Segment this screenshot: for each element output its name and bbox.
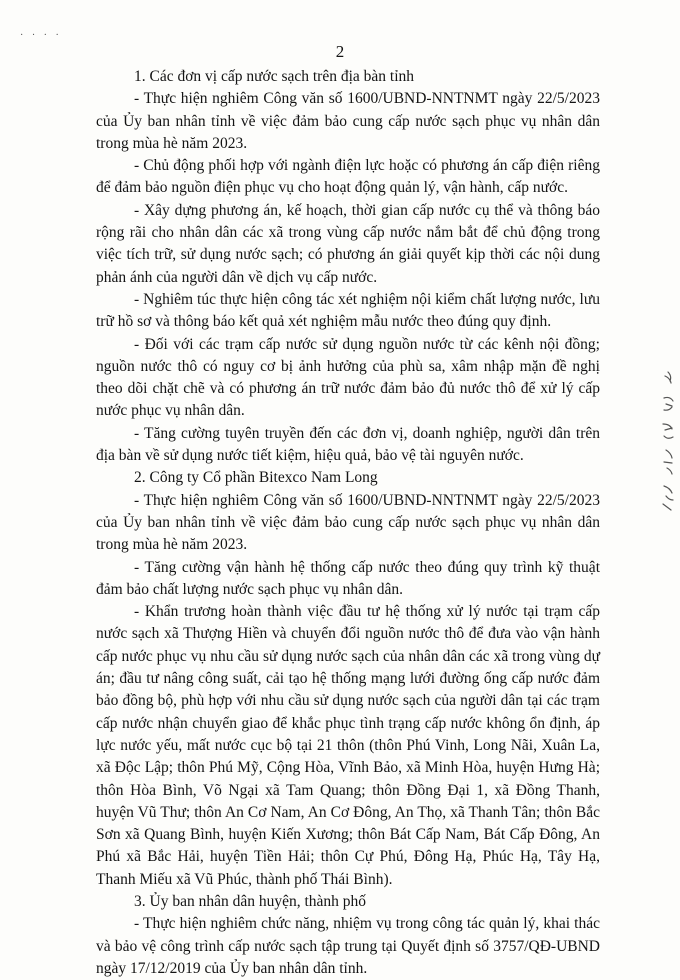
- paragraph: - Thực hiện nghiêm chức năng, nhiệm vụ trong công tác quản lý, khai thác và bảo vệ công trình cấp nước sạch tập trung tại Quyết định số 3757/QĐ-UBND ngày 17/12/2019 của Ủy ban nhân dân tỉnh.: [96, 915, 600, 977]
- paragraph: - Khẩn trương hoàn thành việc đầu tư hệ thống xử lý nước tại trạm cấp nước sạch xã Thượng Hiền và chuyển đổi nguồn nước thô để đưa vào vận hành cấp nước phục vụ nhu cầu sử dụng nước sạch của nhân dân các xã trong vùng dự án; đầu tư nâng công suất, cải tạo hệ thống mạng lưới đường ống cấp nước đảm bảo đồng bộ, phù hợp với nhu cầu sử dụng nước sạch của người dân tại các trạm cấp nước nhận chuyển giao để khắc phục tình trạng cấp nước không ổn định, áp lực nước yếu, mất nước cục bộ tại 21 thôn (thôn Phú Vinh, Long Nãi, Xuân La, xã Độc Lập; thôn Phú Mỹ, Cộng Hòa, Vĩnh Bảo, xã Minh Hòa, huyện Hưng Hà; thôn Hòa Bình, Võ Ngại xã Tam Quang; thôn Đồng Đại 1, xã Đồng Thanh, huyện Vũ Thư; thôn An Cơ Nam, An Cơ Đông, An Thọ, xã Thanh Tân; thôn Bắc Sơn xã Quang Bình, huyện Kiến Xương; thôn Bát Cấp Nam, Bát Cấp Đông, An Phú xã Bắc Hải, huyện Tiền Hải; thôn Cự Phú, Đông Hạ, Phúc Hạ, Tây Hạ, Thanh Miếu xã Vũ Phúc, thành phố Thái Bình).: [96, 603, 600, 888]
- paragraph: - Xây dựng phương án, kế hoạch, thời gian cấp nước cụ thể và thông báo rộng rãi cho nhân dân các xã trong vùng cấp nước nắm bắt để chủ động trong việc tích trữ, sử dụng nước sạch; có phương án giải quyết kịp thời các nội dung phản ánh của người dân về dịch vụ cấp nước.: [96, 201, 600, 286]
- section-1: [96, 66, 600, 467]
- section-heading: 2. Công ty Cổ phần Bitexco Nam Long: [134, 469, 378, 487]
- section-3: [96, 891, 600, 980]
- paragraph: - Tăng cường vận hành hệ thống cấp nước theo đúng quy trình kỹ thuật đảm bảo chất lượng nước sạch phục vụ nhân dân.: [96, 558, 600, 598]
- section-heading: 1. Các đơn vị cấp nước sạch trên địa bàn tỉnh: [134, 68, 415, 85]
- section-2: [96, 467, 600, 891]
- scan-specks: · · · ·: [20, 30, 62, 41]
- paragraph: - Thực hiện nghiêm Công văn số 1600/UBND-NNTNMT ngày 22/5/2023 của Ủy ban nhân tỉnh về việc đảm bảo cung cấp nước sạch phục vụ nhân dân trong mùa hè năm 2023.: [96, 90, 600, 152]
- page-number: 2: [335, 42, 345, 61]
- paragraph: - Tăng cường tuyên truyền đến các đơn vị, doanh nghiệp, người dân trên địa bàn về sử dụng nước tiết kiệm, hiệu quả, bảo vệ tài nguyên nước.: [96, 424, 600, 465]
- paragraph: - Thực hiện nghiêm Công văn số 1600/UBND-NNTNMT ngày 22/5/2023 của Ủy ban nhân tỉnh về việc đảm bảo cung cấp nước sạch phục vụ nhân dân trong mùa hè năm 2023.: [96, 491, 600, 554]
- section-heading: 3. Ủy ban nhân dân huyện, thành phố: [134, 892, 367, 910]
- paragraph: - Đối với các trạm cấp nước sử dụng nguồn nước từ các kênh nội đồng; nguồn nước thô có nguy cơ bị ảnh hưởng của phù sa, xâm nhập mặn đề nghị theo dõi chặt chẽ và có phương án trữ nước đảm bảo đủ nước thô để xử lý cấp nước phục vụ nhân dân.: [96, 335, 600, 420]
- paragraph: - Nghiêm túc thực hiện công tác xét nghiệm nội kiểm chất lượng nước, lưu trữ hồ sơ và thông báo kết quả xét nghiệm mẫu nước theo đúng quy định.: [96, 290, 600, 331]
- seal-stamp-fragment: [652, 368, 676, 518]
- document-body: [96, 66, 600, 980]
- paragraph: - Chủ động phối hợp với ngành điện lực hoặc có phương án cấp điện riêng để đảm bảo nguồn điện phục vụ cho hoạt động quản lý, vận hành, cấp nước.: [96, 157, 600, 197]
